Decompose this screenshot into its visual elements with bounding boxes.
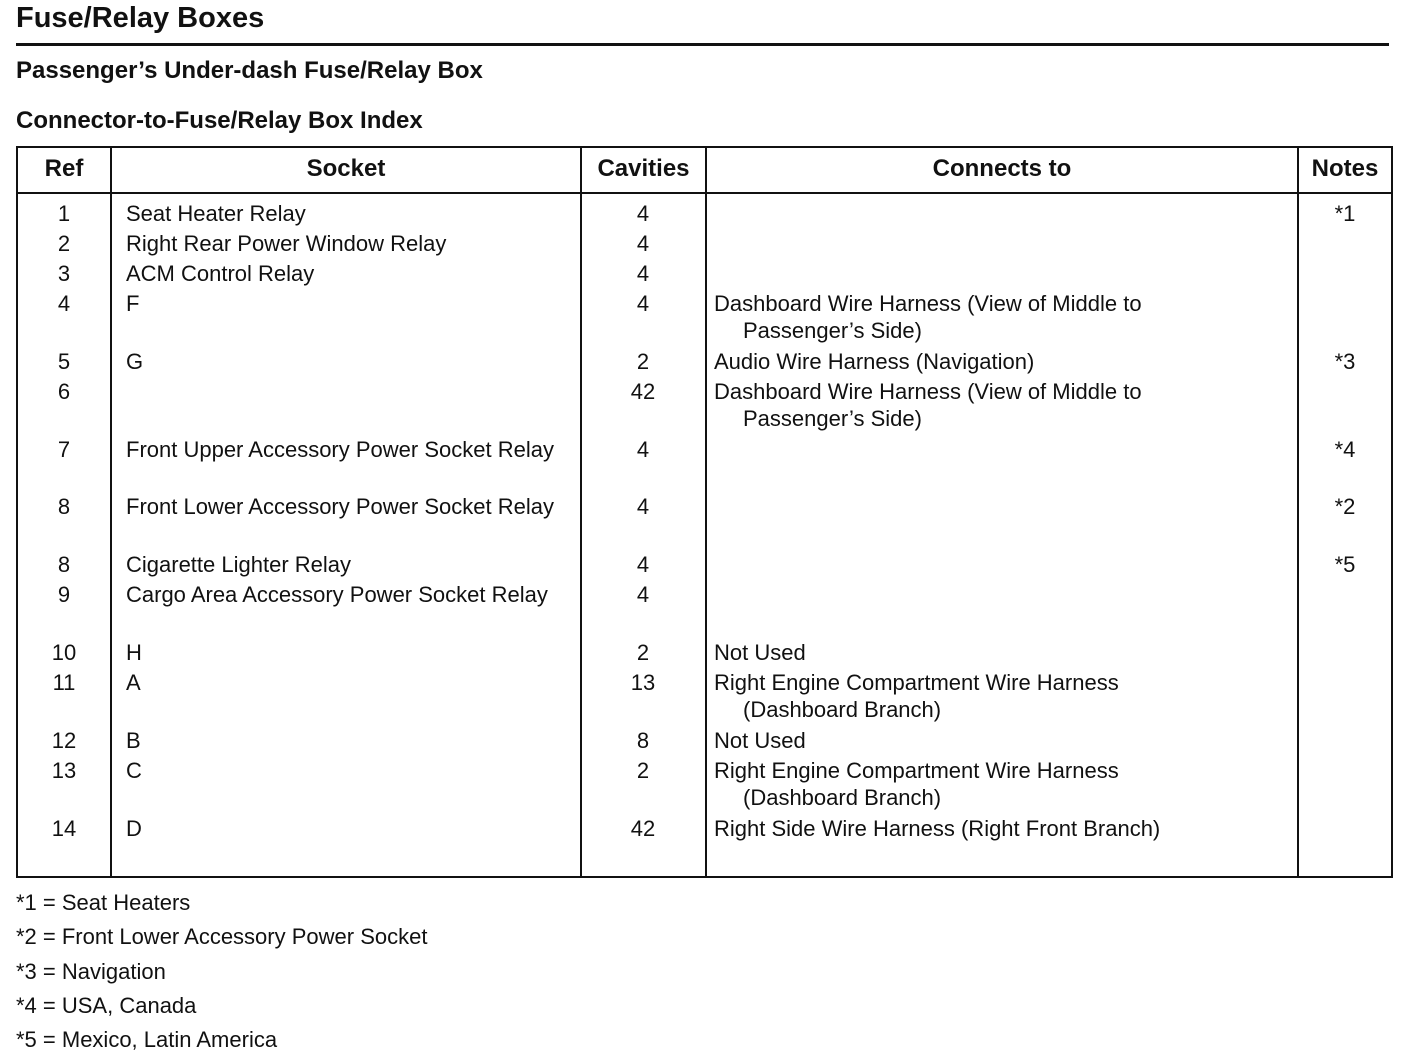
- ref-cell: 11: [52, 670, 76, 695]
- header-ref: Ref: [44, 155, 84, 182]
- cavities-cell: 4: [636, 291, 650, 316]
- footnote: *2 = Front Lower Accessory Power Socket: [16, 924, 428, 950]
- cavities-cell: 4: [636, 201, 650, 226]
- socket-cell: C: [126, 758, 142, 783]
- cavities-cell: 2: [636, 640, 650, 665]
- connects-to-cell: [714, 290, 1274, 344]
- connects-to-text: Not Used: [714, 728, 806, 753]
- ref-cell: 7: [57, 437, 71, 462]
- ref-cell: 12: [51, 728, 77, 753]
- cavities-cell: 4: [636, 552, 650, 577]
- connects-to-cell: [714, 669, 1274, 723]
- cavities-cell: 4: [636, 437, 650, 462]
- notes-cell: *5: [1334, 552, 1356, 577]
- connects-to-cell: [714, 815, 1274, 842]
- connects-to-continuation: Passenger’s Side): [743, 318, 922, 343]
- header-notes: Notes: [1311, 155, 1379, 182]
- connects-to-text: Dashboard Wire Harness (View of Middle to: [714, 379, 1142, 404]
- connects-to-text: Audio Wire Harness (Navigation): [714, 349, 1035, 374]
- connects-to-cell: [714, 348, 1274, 375]
- footnotes: [16, 888, 427, 1059]
- page-subtitle: Passenger’s Under-dash Fuse/Relay Box: [16, 57, 483, 84]
- ref-cell: 13: [51, 758, 77, 783]
- socket-cell: Cargo Area Accessory Power Socket Relay: [126, 582, 548, 607]
- cavities-cell: 4: [636, 582, 650, 607]
- title-divider: [16, 43, 1389, 46]
- footnote: *5 = Mexico, Latin America: [16, 1027, 278, 1053]
- connects-to-cell: [714, 727, 1274, 754]
- socket-cell: Seat Heater Relay: [126, 201, 306, 226]
- socket-cell: A: [126, 670, 141, 695]
- connects-to-continuation: (Dashboard Branch): [743, 785, 942, 810]
- notes-cell: *1: [1334, 201, 1356, 226]
- cavities-cell: 4: [636, 261, 650, 286]
- connects-to-text: Dashboard Wire Harness (View of Middle to: [714, 291, 1142, 316]
- notes-cell: *3: [1334, 349, 1356, 374]
- ref-cell: 6: [57, 379, 71, 404]
- cavities-cell: 13: [630, 670, 656, 695]
- socket-cell: Right Rear Power Window Relay: [126, 231, 447, 256]
- socket-cell: Front Upper Accessory Power Socket Relay: [126, 437, 554, 462]
- ref-cell: 1: [57, 201, 71, 226]
- ref-cell: 14: [51, 816, 77, 841]
- column-divider: [110, 148, 112, 876]
- header-connects-to: Connects to: [932, 155, 1072, 182]
- ref-cell: 9: [57, 582, 71, 607]
- ref-cell: 4: [57, 291, 71, 316]
- notes-cell: *4: [1334, 437, 1356, 462]
- page-title: Fuse/Relay Boxes: [16, 2, 265, 34]
- cavities-cell: 42: [630, 816, 656, 841]
- ref-cell: 8: [57, 494, 71, 519]
- footnote: *3 = Navigation: [16, 958, 166, 984]
- ref-cell: 2: [57, 231, 71, 256]
- notes-cell: *2: [1334, 494, 1356, 519]
- column-divider: [705, 148, 707, 876]
- header-divider: [18, 192, 1391, 194]
- connects-to-text: Right Side Wire Harness (Right Front Branch): [714, 816, 1161, 841]
- socket-cell: H: [126, 640, 142, 665]
- socket-cell: B: [126, 728, 141, 753]
- section-title: Connector-to-Fuse/Relay Box Index: [16, 107, 423, 134]
- connector-index-table: [16, 146, 1393, 878]
- socket-cell: ACM Control Relay: [126, 261, 315, 286]
- column-divider: [1297, 148, 1299, 876]
- connects-to-continuation: Passenger’s Side): [743, 406, 922, 431]
- connects-to-continuation: (Dashboard Branch): [743, 697, 942, 722]
- socket-cell: Front Lower Accessory Power Socket Relay: [126, 494, 554, 519]
- ref-cell: 8: [57, 552, 71, 577]
- cavities-cell: 4: [636, 231, 650, 256]
- connects-to-text: Right Engine Compartment Wire Harness: [714, 670, 1119, 695]
- socket-cell: G: [126, 349, 144, 374]
- cavities-cell: 2: [636, 349, 650, 374]
- ref-cell: 10: [51, 640, 77, 665]
- connects-to-text: Not Used: [714, 640, 806, 665]
- footnote: *4 = USA, Canada: [16, 992, 197, 1018]
- cavities-cell: 8: [636, 728, 650, 753]
- socket-cell: D: [126, 816, 142, 841]
- footnote: *1 = Seat Heaters: [16, 890, 191, 915]
- socket-cell: Cigarette Lighter Relay: [126, 552, 352, 577]
- cavities-cell: 4: [636, 494, 650, 519]
- ref-cell: 5: [57, 349, 71, 374]
- cavities-cell: 2: [636, 758, 650, 783]
- header-cavities: Cavities: [597, 155, 690, 182]
- header-socket: Socket: [306, 155, 386, 182]
- connects-to-cell: [714, 378, 1274, 432]
- connects-to-cell: [714, 757, 1274, 811]
- socket-cell: F: [126, 291, 140, 316]
- connects-to-cell: [714, 639, 1274, 666]
- ref-cell: 3: [57, 261, 71, 286]
- connects-to-text: Right Engine Compartment Wire Harness: [714, 758, 1119, 783]
- cavities-cell: 42: [630, 379, 656, 404]
